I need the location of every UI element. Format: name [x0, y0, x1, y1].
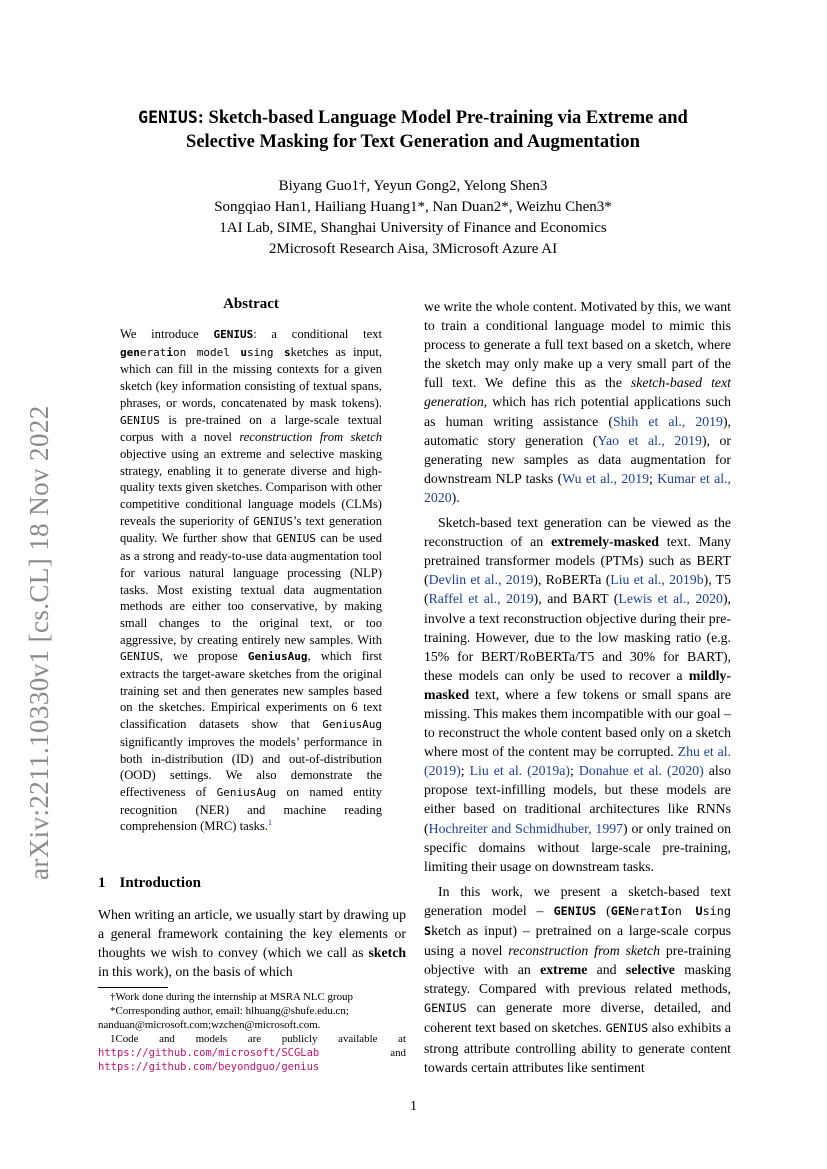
affiliation-2: 2Microsoft Research Aisa, 3Microsoft Azure AI	[268, 241, 558, 257]
citation[interactable]: Wu et al., 2019	[562, 470, 649, 486]
footnote-divider	[98, 987, 168, 988]
citation[interactable]: Lewis et al., 2020	[618, 591, 723, 607]
intro-paragraph-1-cont: we write the whole content. Motivated by this, we want to train a conditional language model to mimic this process to generate a full text based on a sketch, where the sketch may only make up a very small part of the full text. We define this as the sketch-based text generation, which has rich potential applications such as human writing assistance (Shih et al., 2019), automatic story generation (Yao et al., 2019), or generating new samples as data augmentation for downstream NLP tasks (Wu et al., 2019; Kumar et al., 2020).	[424, 299, 731, 505]
footnotes	[98, 990, 406, 1074]
citation[interactable]: Hochreiter and Schmidhuber, 1997	[428, 820, 624, 836]
author-block	[98, 176, 728, 260]
citation[interactable]: Shih et al., 2019	[612, 413, 723, 429]
intro-paragraph-2: Sketch-based text generation can be viewed as the reconstruction of an extremely-masked text. Many pretrained transformer models (PTMs) such as BERT (Devlin et al., 2019), RoBERTa (Liu et al., 2019b), T5 (Raffel et al., 2019), and BART (Lewis et al., 2020), involve a text reconstruction objective during their pre-training. However, due to the low masking ratio (e.g. 15% for BERT/RoBERTa/T5 and 30% for BART), these models can only be used to recover a mildly-masked text, where a few tokens or small spans are missing. This makes them incompatible with our goal – to reconstruct the whole content based only on a sketch where most of the content may be corrupted. Zhu et al. (2019); Liu et al. (2019a); Donahue et al. (2020) also propose text-infilling models, but these models are either based on traditional architectures like RNNs (Hochreiter and Schmidhuber, 1997) or only trained on specific domains without large-scale pre-training, limiting their usage on downstream tasks.	[424, 515, 732, 874]
abstract-heading: Abstract	[223, 296, 279, 312]
citation[interactable]: Kumar et al., 2020	[424, 470, 731, 505]
author-line-2: Songqiao Han1, Hailiang Huang1*, Nan Duan2*, Weizhu Chen3*	[214, 199, 612, 215]
geniusaug-name: GeniusAug	[247, 650, 308, 664]
title-model-name: GENIUS	[138, 108, 198, 127]
genius-name: GENIUS	[213, 328, 254, 341]
link-genius[interactable]: https://github.com/beyondguo/genius	[98, 1061, 320, 1073]
citation[interactable]: Raffel et al., 2019	[428, 591, 534, 607]
citation[interactable]: Liu et al. (2019a)	[469, 763, 571, 779]
footnote-marker[interactable]: 1	[267, 818, 272, 828]
page-number: 1	[410, 1099, 417, 1114]
section-heading-introduction: 1 Introduction	[98, 875, 201, 891]
paper-title	[98, 106, 728, 154]
abstract-body: We introduce GENIUS: a conditional text generation model using sketches as input, which can fill in the missing contexts for a given sketch (key information consisting of textual spans, phrases, or words, concatenated by mask tokens). GENIUS is pre-trained on a large-scale textual corpus with a novel reconstruction from sketch objective using an extreme and selective masking strategy, enabling it to generate diverse and high-quality texts given sketches. Comparison with other competitive conditional language models (CLMs) reveals the superiority of GENIUS’s text generation quality. We further show that GENIUS can be used as a strong and ready-to-use data augmentation tool for various natural language processing (NLP) tasks. Most existing textual data augmentation methods are either too conservative, by making small changes to the original text, or too aggressive, by creating entirely new samples. With GENIUS, we propose GeniusAug, which first extracts the target-aware sketches from the original training set and then generates new samples based on the sketches. Empirical experiments on 6 text classification datasets show that GeniusAug significantly improves the models’ performance in both in-distribution (ID) and out-of-distribution (OOD) settings. We also demonstrate the effectiveness of GeniusAug on named entity recognition (NER) and machine reading comprehension (MRC) tasks.$^1$	[120, 327, 383, 834]
footnote-corresponding: *Corresponding author, email: hlhuang@shufe.edu.cn;	[110, 1005, 349, 1017]
affiliation-1: 1AI Lab, SIME, Shanghai University of Finance and Economics	[219, 220, 607, 236]
arxiv-identifier-stamp: arXiv:2211.10330v1 [cs.CL] 18 Nov 2022	[24, 405, 54, 880]
link-scglab[interactable]: https://github.com/microsoft/SCGLab	[98, 1047, 320, 1059]
citation[interactable]: Devlin et al., 2019	[428, 572, 534, 588]
citation[interactable]: Yao et al., 2019	[597, 432, 702, 448]
intro-paragraph-1: When writing an article, we usually start by drawing up a general framework containing the key elements or thoughts we wish to convey (which we call as sketch in this work), on the basis of which	[98, 907, 406, 980]
title-line-2: Selective Masking for Text Generation and Augmentation	[186, 132, 640, 152]
right-column-text	[424, 297, 731, 1077]
citation[interactable]: Donahue et al. (2020)	[578, 763, 704, 779]
footnote-corresponding-cont: nanduan@microsoft.com;wzchen@microsoft.com.	[98, 1019, 321, 1031]
citation[interactable]: Zhu et al. (2019)	[424, 744, 731, 779]
title-line-1: : Sketch-based Language Model Pre-training via Extreme and	[197, 108, 688, 128]
citation[interactable]: Liu et al., 2019b	[610, 572, 704, 588]
intro-paragraph-3: In this work, we present a sketch-based text generation model – GENIUS (GENeratIon Using Sketch as input) – pretrained on a large-scale corpus using a novel reconstruction from sketch pre-training objective with an extreme and selective masking strategy. Compared with previous related methods, GENIUS can generate more diverse, detailed, and coherent text based on sketches. GENIUS also exhibits a strong attribute controlling ability to generate content towards certain attributes like sentiment	[424, 883, 732, 1075]
footnote-dagger: †Work done during the internship at MSRA NLC group	[110, 991, 353, 1003]
footnote-code: 1Code and models are publicly available at https://github.com/microsoft/SCGLab and https://github.com/beyondguo/genius	[98, 1033, 406, 1073]
author-line-1: Biyang Guo1†, Yeyun Gong2, Yelong Shen3	[278, 178, 548, 194]
